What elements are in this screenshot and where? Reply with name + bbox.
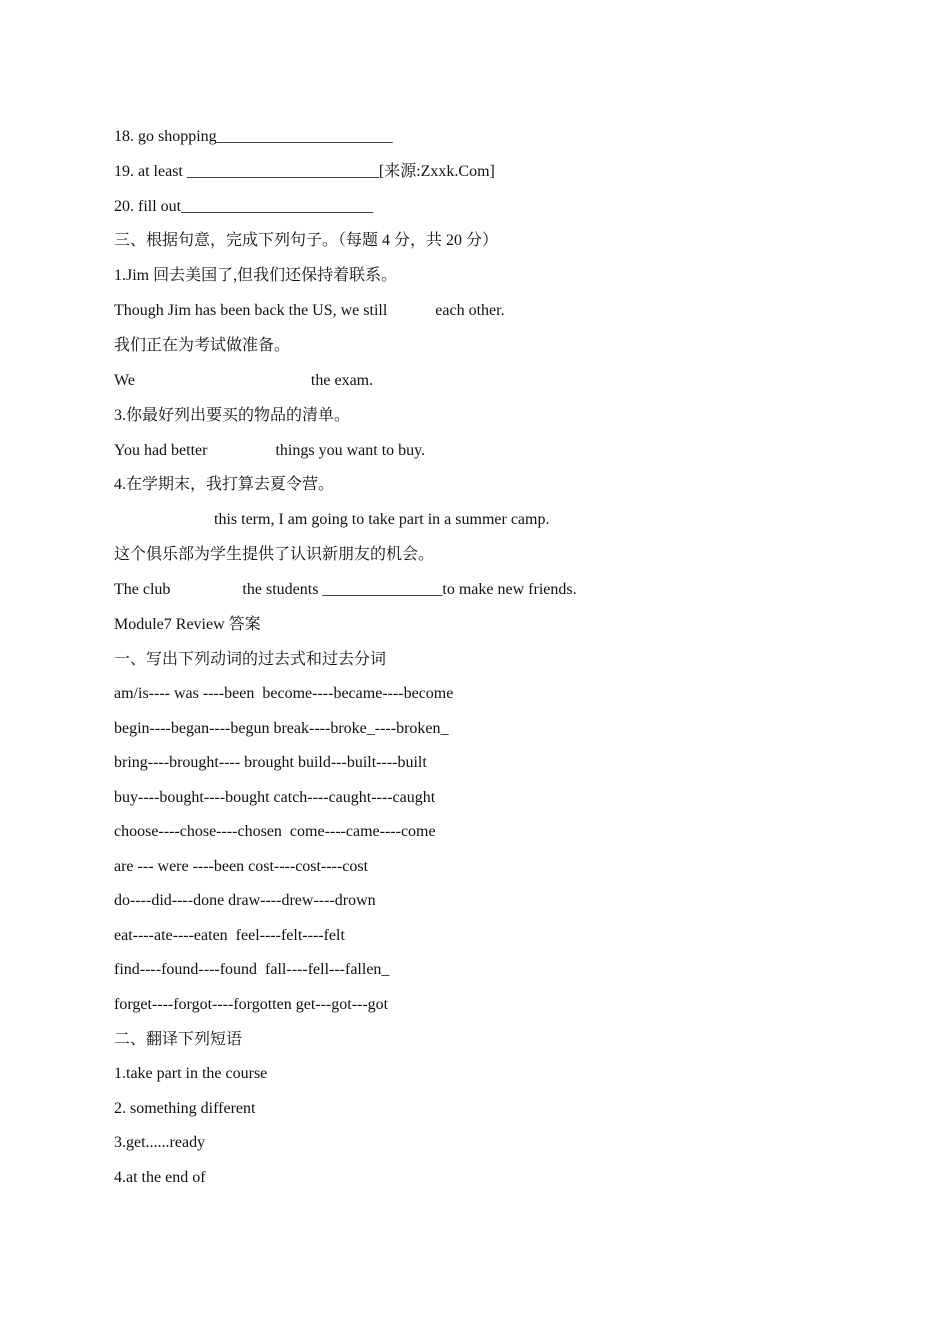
verb-forms-line: find----found----found fall----fell---fallen_ xyxy=(114,961,390,978)
phrase-answer: 4.at the end of xyxy=(114,1169,206,1186)
sentence-4-english: this term, I am going to take part in a summer camp. xyxy=(114,511,550,528)
answers-title: Module7 Review 答案 xyxy=(114,616,261,633)
sentence-1-english: Though Jim has been back the US, we still each other. xyxy=(114,302,505,319)
answers-section-1-heading: 一、写出下列动词的过去式和过去分词 xyxy=(114,651,387,668)
verb-forms-line: eat----ate----eaten feel----felt----felt xyxy=(114,927,345,944)
verb-forms-line: begin----began----begun break----broke_----broken_ xyxy=(114,720,449,737)
verb-forms-line: am/is---- was ----been become----became----become xyxy=(114,685,454,702)
sentence-3-english: You had better things you want to buy. xyxy=(114,442,426,459)
exercise-line-19: 19. at least ________________________[来源:Zxxk.Com] xyxy=(114,163,495,180)
verb-forms-line: do----did----done draw----drew----drown xyxy=(114,892,376,909)
exercise-line-18: 18. go shopping______________________ xyxy=(114,128,393,145)
sentence-2-english: We the exam. xyxy=(114,372,374,389)
exercise-line-20: 20. fill out________________________ xyxy=(114,198,374,215)
sentence-3-chinese: 3.你最好列出要买的物品的清单。 xyxy=(114,407,351,424)
phrase-answer: 1.take part in the course xyxy=(114,1065,268,1082)
verb-forms-line: buy----bought----bought catch----caught----caught xyxy=(114,789,436,806)
verb-forms-line: choose----chose----chosen come----came----come xyxy=(114,823,436,840)
verb-forms-line: forget----forgot----forgotten get---got---got xyxy=(114,996,389,1013)
verb-forms-line: are --- were ----been cost----cost----cost xyxy=(114,858,369,875)
sentence-5-chinese: 这个俱乐部为学生提供了认识新朋友的机会。 xyxy=(114,546,435,563)
verb-forms-line: bring----brought---- brought build---built----built xyxy=(114,754,427,771)
phrase-answer: 2. something different xyxy=(114,1100,256,1117)
sentence-4-chinese: 4.在学期末，我打算去夏令营。 xyxy=(114,476,335,493)
sentence-5-english: The club the students _______________to make new friends. xyxy=(114,581,577,598)
sentence-1-chinese: 1.Jim 回去美国了,但我们还保持着联系。 xyxy=(114,267,398,284)
phrase-answer: 3.get......ready xyxy=(114,1134,206,1151)
section-heading-3: 三、根据句意，完成下列句子。（每题 4 分，共 20 分） xyxy=(114,232,499,249)
sentence-2-chinese: 我们正在为考试做准备。 xyxy=(114,337,291,354)
answers-section-2-heading: 二、翻译下列短语 xyxy=(114,1031,243,1048)
